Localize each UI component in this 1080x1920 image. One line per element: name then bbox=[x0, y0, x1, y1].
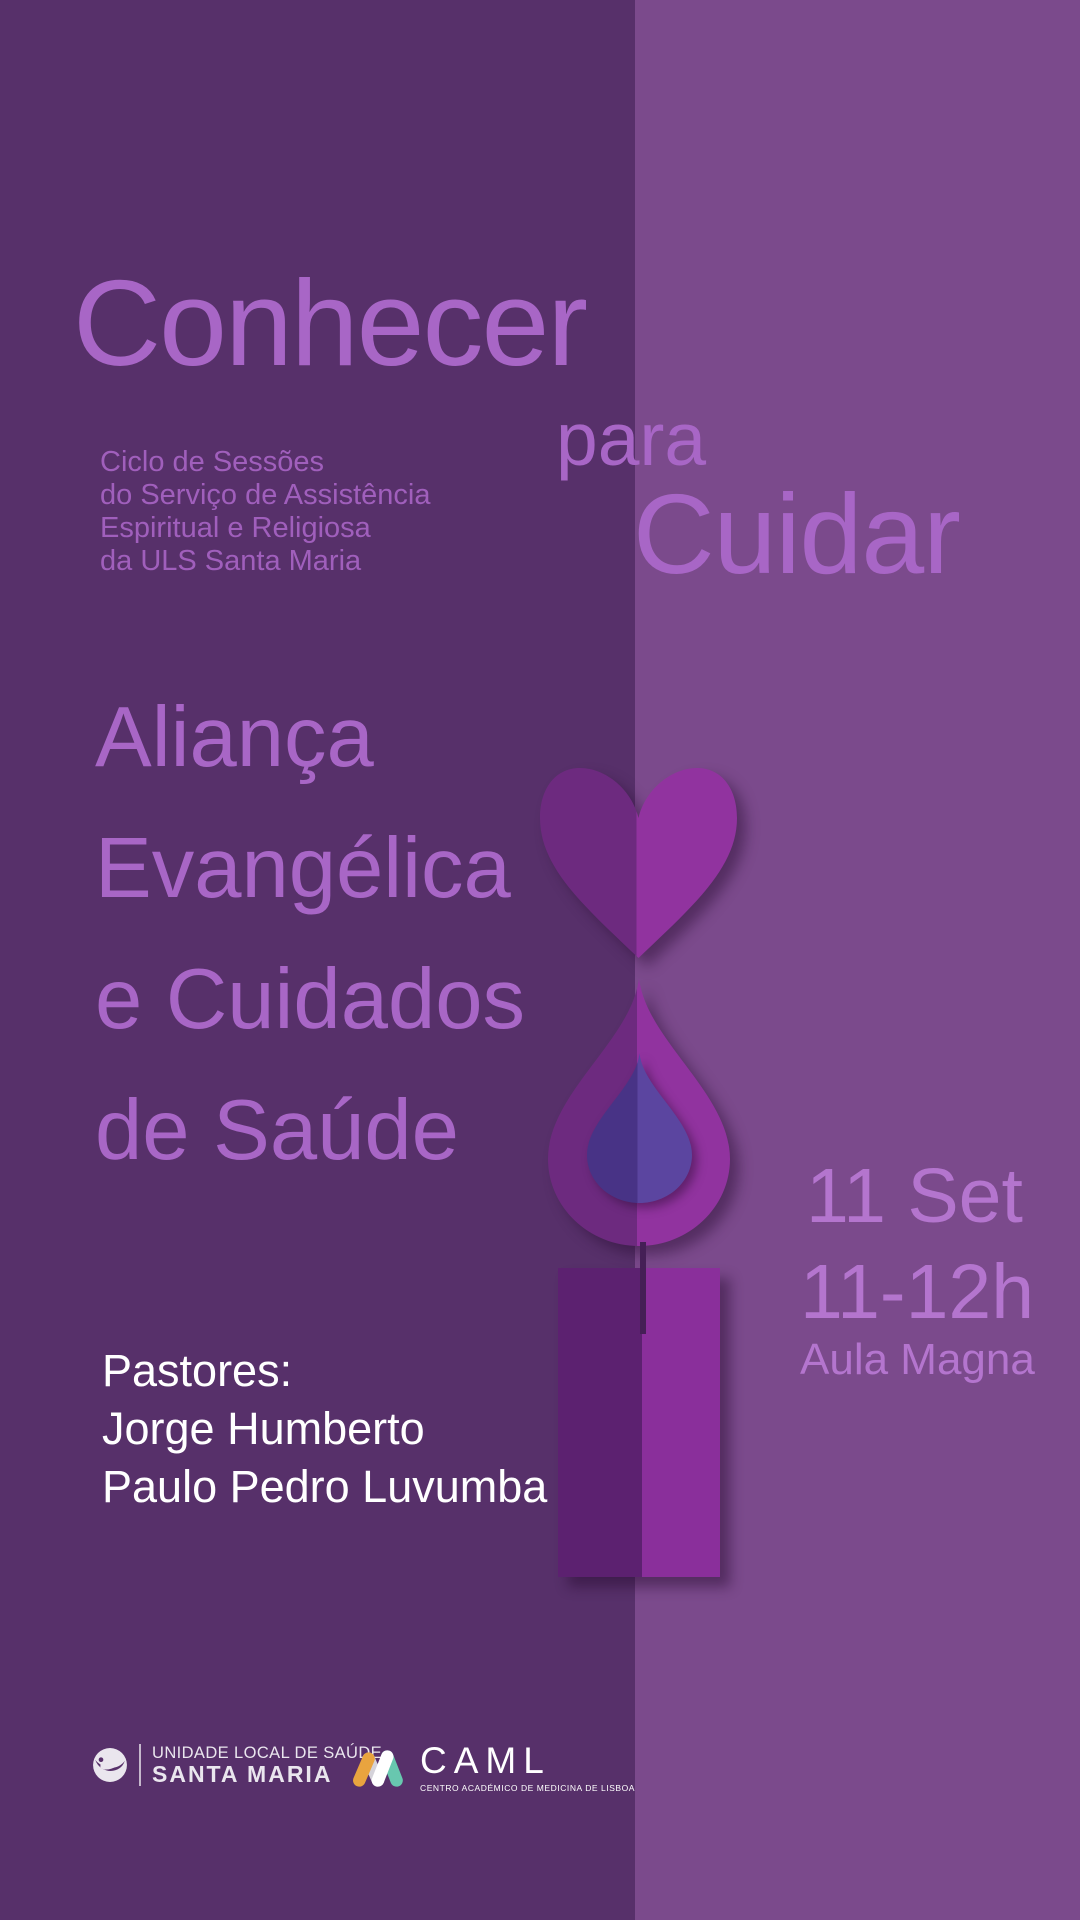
caml-logo bbox=[352, 1742, 635, 1793]
speaker-name-2: Paulo Pedro Luvumba bbox=[102, 1461, 548, 1512]
subtitle-line-2: do Serviço de Assistência bbox=[100, 479, 431, 511]
topic-line-2: Evangélica bbox=[95, 821, 511, 916]
subtitle-line-3: Espiritual e Religiosa bbox=[100, 512, 371, 544]
caml-mark-icon bbox=[352, 1748, 408, 1788]
uls-logo-line2: SANTA MARIA bbox=[152, 1761, 333, 1787]
candle-flame-inner-drop-icon bbox=[587, 1053, 692, 1203]
caml-wordmark: CAML bbox=[420, 1740, 551, 1781]
event-venue: Aula Magna bbox=[800, 1335, 1035, 1384]
poster-title-conhecer: Conhecer bbox=[73, 255, 586, 391]
uls-logo-line1: UNIDADE LOCAL DE SAÚDE bbox=[152, 1744, 383, 1762]
event-time: 11-12h bbox=[800, 1249, 1035, 1335]
speakers-block bbox=[102, 1342, 547, 1516]
poster-title-para: para bbox=[556, 397, 707, 481]
topic-line-1: Aliança bbox=[95, 690, 374, 785]
uls-santa-maria-logo bbox=[92, 1744, 382, 1786]
caml-subtext: CENTRO ACADÉMICO DE MEDICINA DE LISBOA bbox=[420, 1783, 636, 1793]
caml-logo-text bbox=[420, 1742, 635, 1793]
topic-line-4: de Saúde bbox=[95, 1083, 459, 1178]
heart-shape bbox=[540, 768, 737, 958]
series-subtitle-block bbox=[100, 446, 430, 578]
subtitle-line-1: Ciclo de Sessões bbox=[100, 446, 325, 478]
logo-divider bbox=[139, 1744, 141, 1786]
event-date: 11 Set bbox=[806, 1153, 1023, 1239]
candle-flame-heart-icon bbox=[540, 768, 737, 958]
session-topic-block bbox=[95, 672, 525, 1196]
speaker-name-1: Jorge Humberto bbox=[102, 1403, 425, 1454]
background-right-panel bbox=[635, 0, 1080, 1920]
poster-title-cuidar: Cuidar bbox=[633, 471, 960, 597]
uls-logo-text bbox=[152, 1744, 382, 1786]
candle-wick-icon bbox=[640, 1242, 646, 1334]
candle-body-icon bbox=[558, 1268, 720, 1577]
subtitle-line-4: da ULS Santa Maria bbox=[100, 545, 362, 577]
uls-swirl-icon bbox=[92, 1747, 128, 1783]
speakers-heading: Pastores: bbox=[102, 1345, 293, 1396]
inner-drop-shape bbox=[587, 1053, 692, 1203]
topic-line-3: e Cuidados bbox=[95, 952, 526, 1047]
